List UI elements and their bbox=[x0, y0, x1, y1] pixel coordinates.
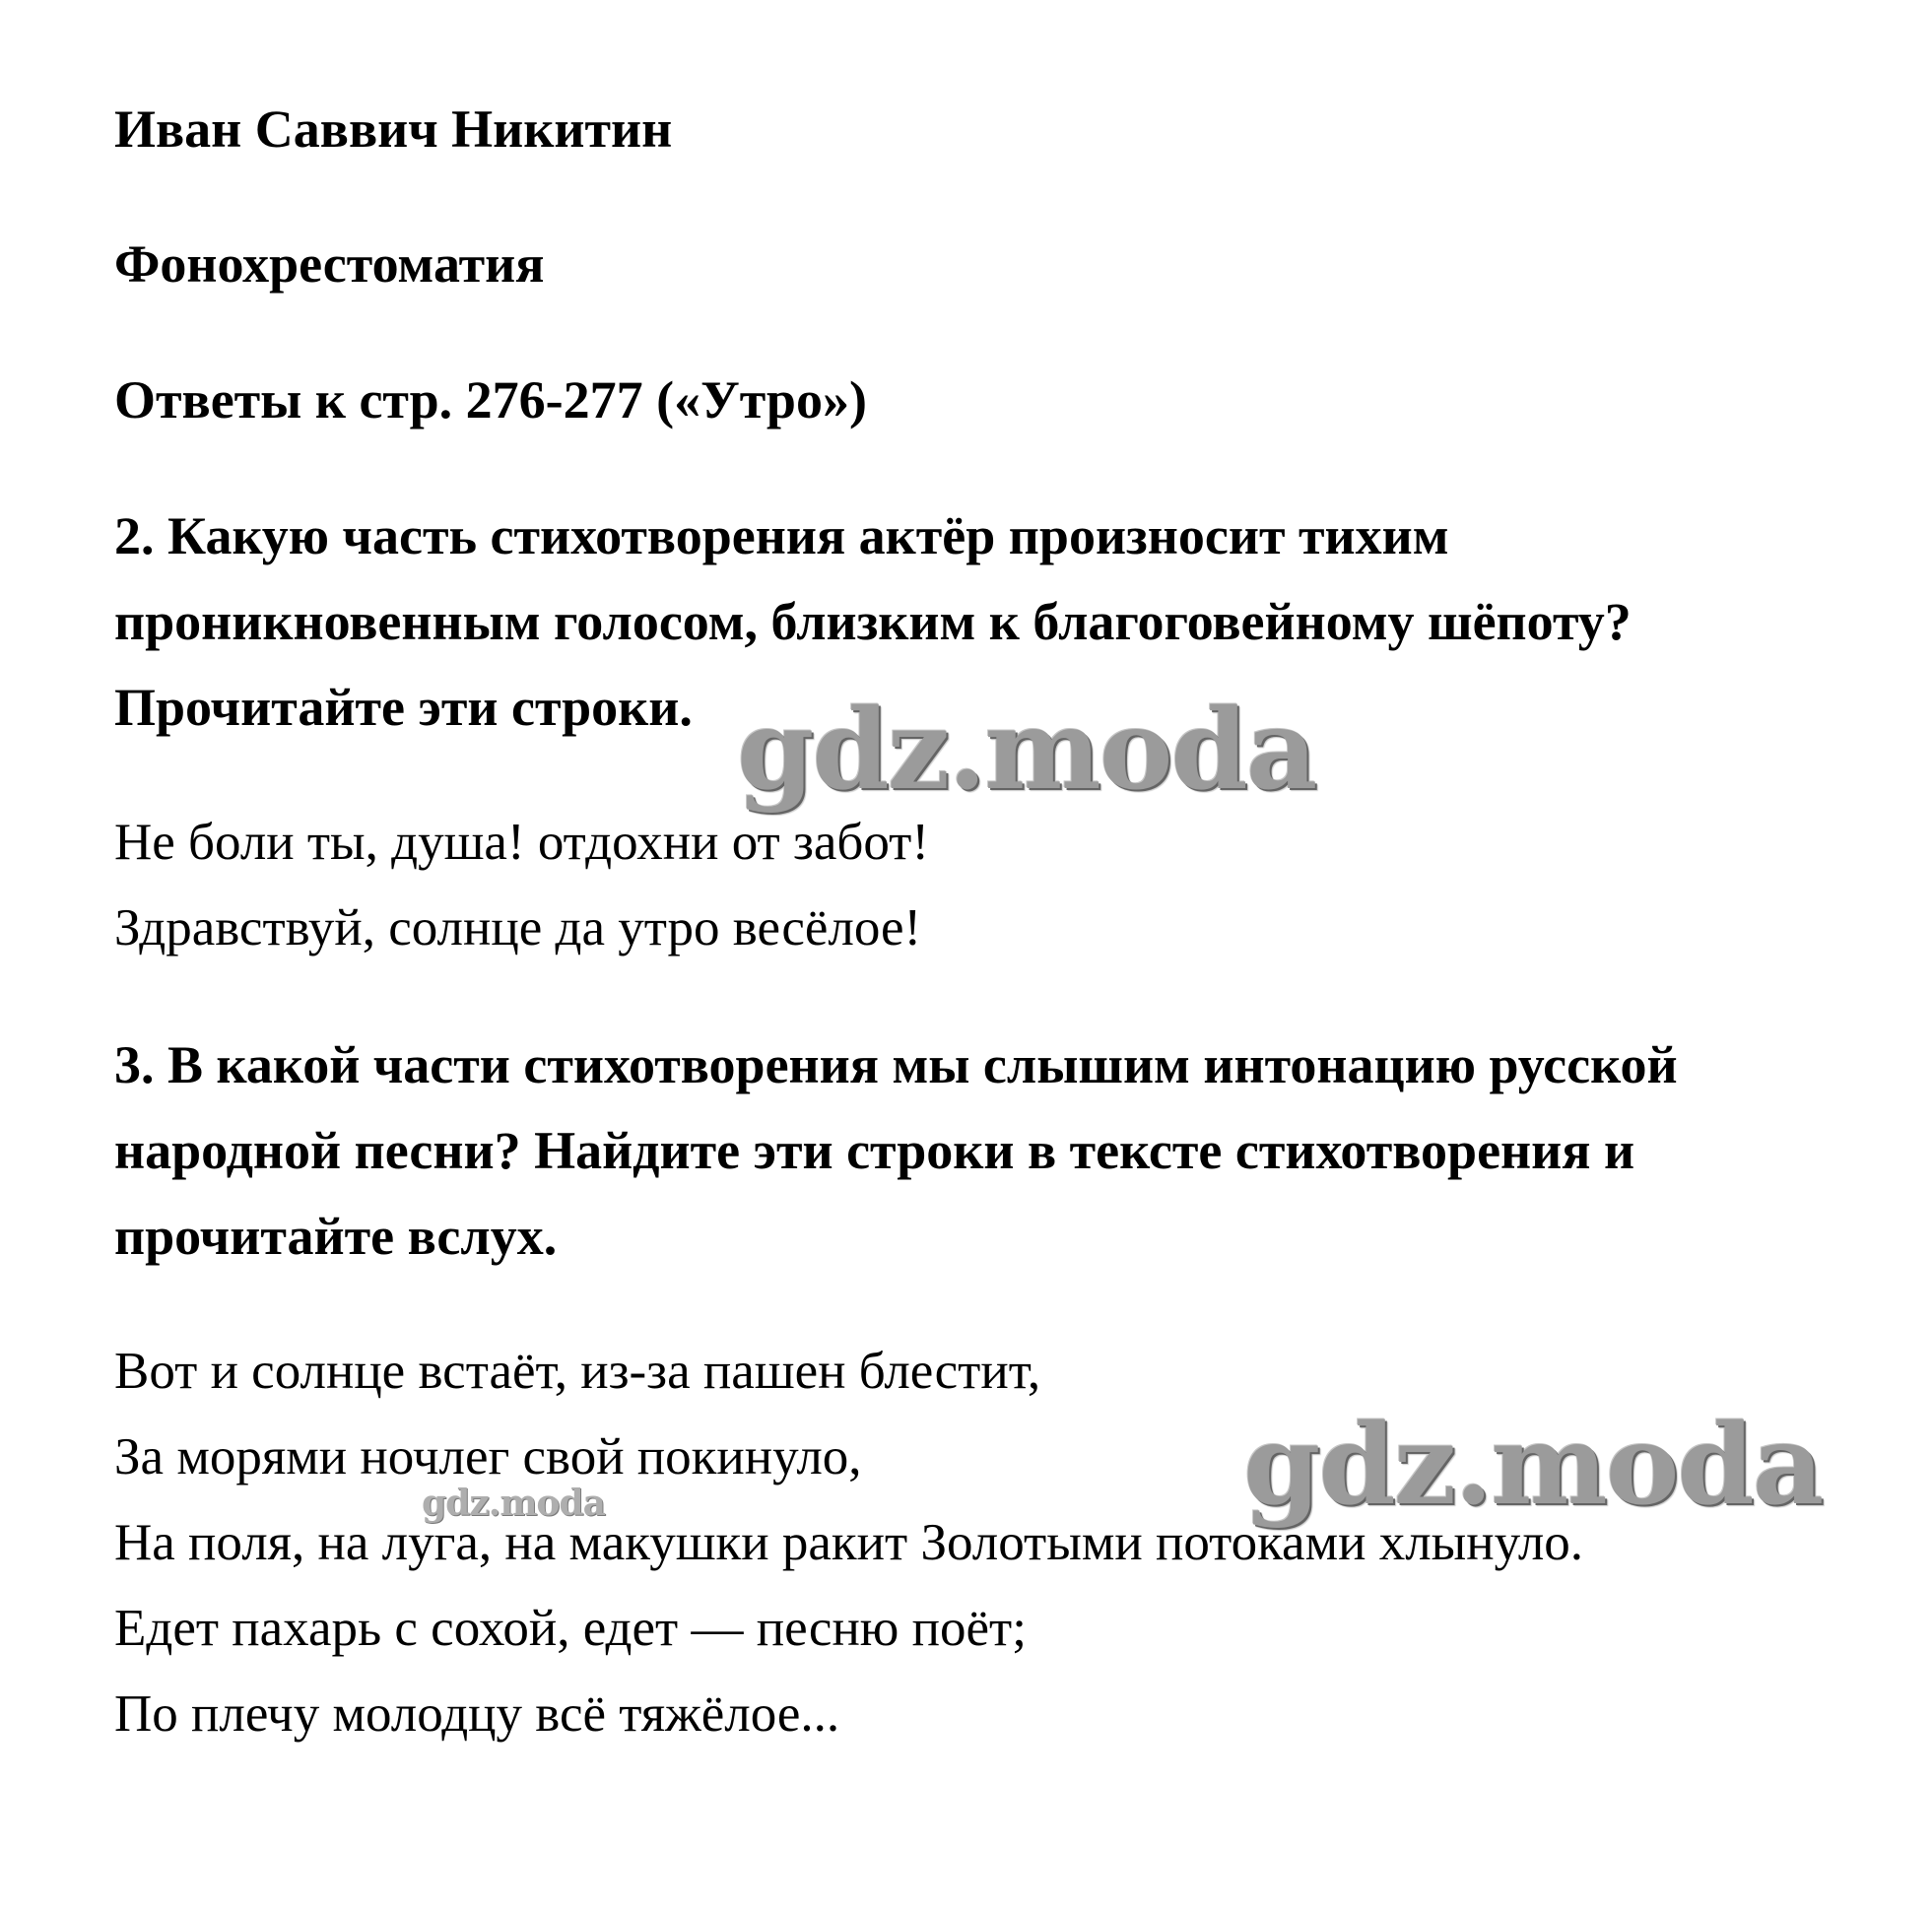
answers-title: Ответы к стр. 276-277 («Утро») bbox=[114, 370, 867, 429]
watermark-logo-small: gdz.moda bbox=[422, 1483, 605, 1524]
answer-2-line-2: Здравствуй, солнце да утро весёлое! bbox=[114, 899, 922, 956]
section-title: Фонохрестоматия bbox=[114, 234, 545, 294]
question-3-line-3: прочитайте вслух. bbox=[114, 1207, 558, 1266]
watermark-logo: gdz.moda bbox=[737, 686, 1316, 815]
answer-2-line-1: Не боли ты, душа! отдохни от забот! bbox=[114, 814, 929, 871]
question-3-line-1: 3. В какой части стихотворения мы слышим интонацию русской bbox=[114, 1035, 1678, 1094]
answer-3-line-4: Едет пахарь с сохой, едет — песню поёт; bbox=[114, 1600, 1027, 1657]
question-2-line-3: Прочитайте эти строки. bbox=[114, 678, 693, 737]
author-name: Иван Саввич Никитин bbox=[114, 99, 673, 159]
answer-3-line-5: По плечу молодцу всё тяжёлое... bbox=[114, 1685, 840, 1743]
answer-3-line-2: За морями ночлег свой покинуло, bbox=[114, 1428, 862, 1485]
answer-3-line-1: Вот и солнце встаёт, из-за пашен блестит, bbox=[114, 1343, 1041, 1400]
answer-3-line-3: На поля, на луга, на макушки ракит Золотыми потоками хлынуло. bbox=[114, 1514, 1584, 1571]
question-2-line-1: 2. Какую часть стихотворения актёр произносит тихим bbox=[114, 506, 1449, 565]
watermark-logo: gdz.moda bbox=[1243, 1401, 1823, 1530]
question-2-line-2: проникновенным голосом, близким к благоговейному шёпоту? bbox=[114, 592, 1632, 651]
question-3-line-2: народной песни? Найдите эти строки в тексте стихотворения и bbox=[114, 1121, 1635, 1180]
